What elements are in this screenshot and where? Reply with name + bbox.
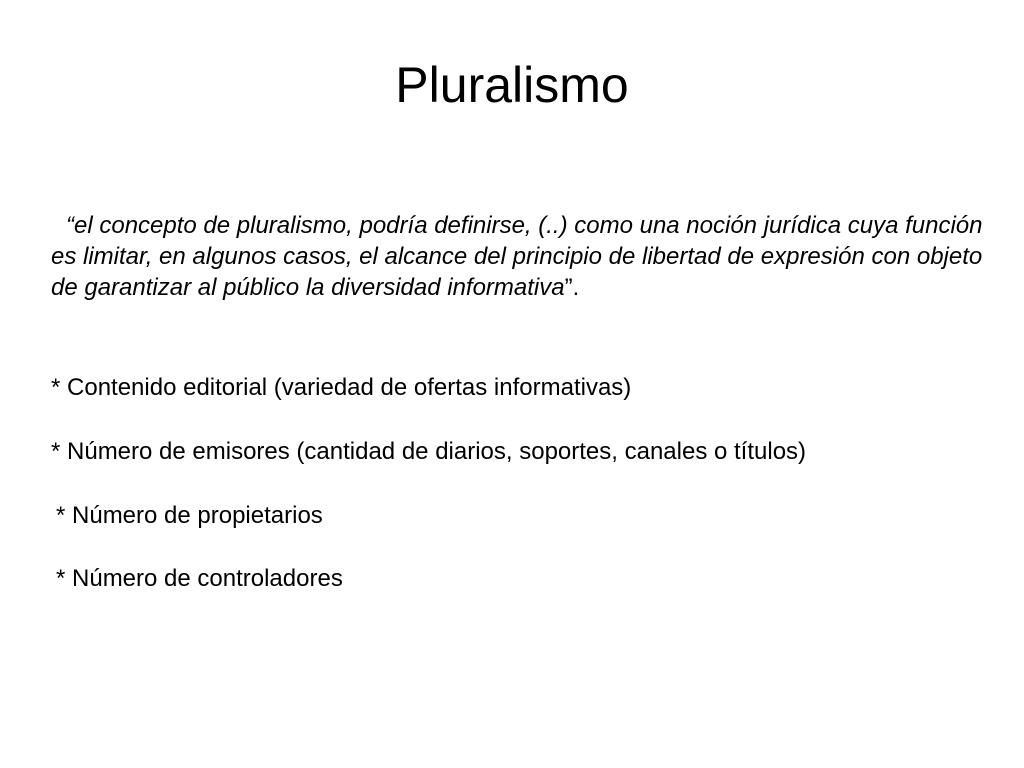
bullet-numero-propietarios: * Número de propietarios [56, 502, 323, 529]
bullet-numero-emisores: * Número de emisores (cantidad de diarios, soportes, canales o títulos) [51, 438, 807, 465]
slide-body [51, 210, 991, 592]
bullet-numero-controladores: * Número de controladores [56, 565, 343, 592]
definition-quote-text: “el concepto de pluralismo, podría definirse, (..) como una noción jurídica cuya función es limitar, en algunos casos, el alcance del principio de libertad de expresión con objeto de garantizar al público la diversidad informativa [51, 212, 983, 301]
definition-quote [51, 210, 991, 303]
definition-quote-closing: ”. [564, 274, 580, 301]
slide-title: Pluralismo [395, 57, 629, 113]
bullet-contenido-editorial: * Contenido editorial (variedad de ofertas informativas) [51, 374, 632, 401]
